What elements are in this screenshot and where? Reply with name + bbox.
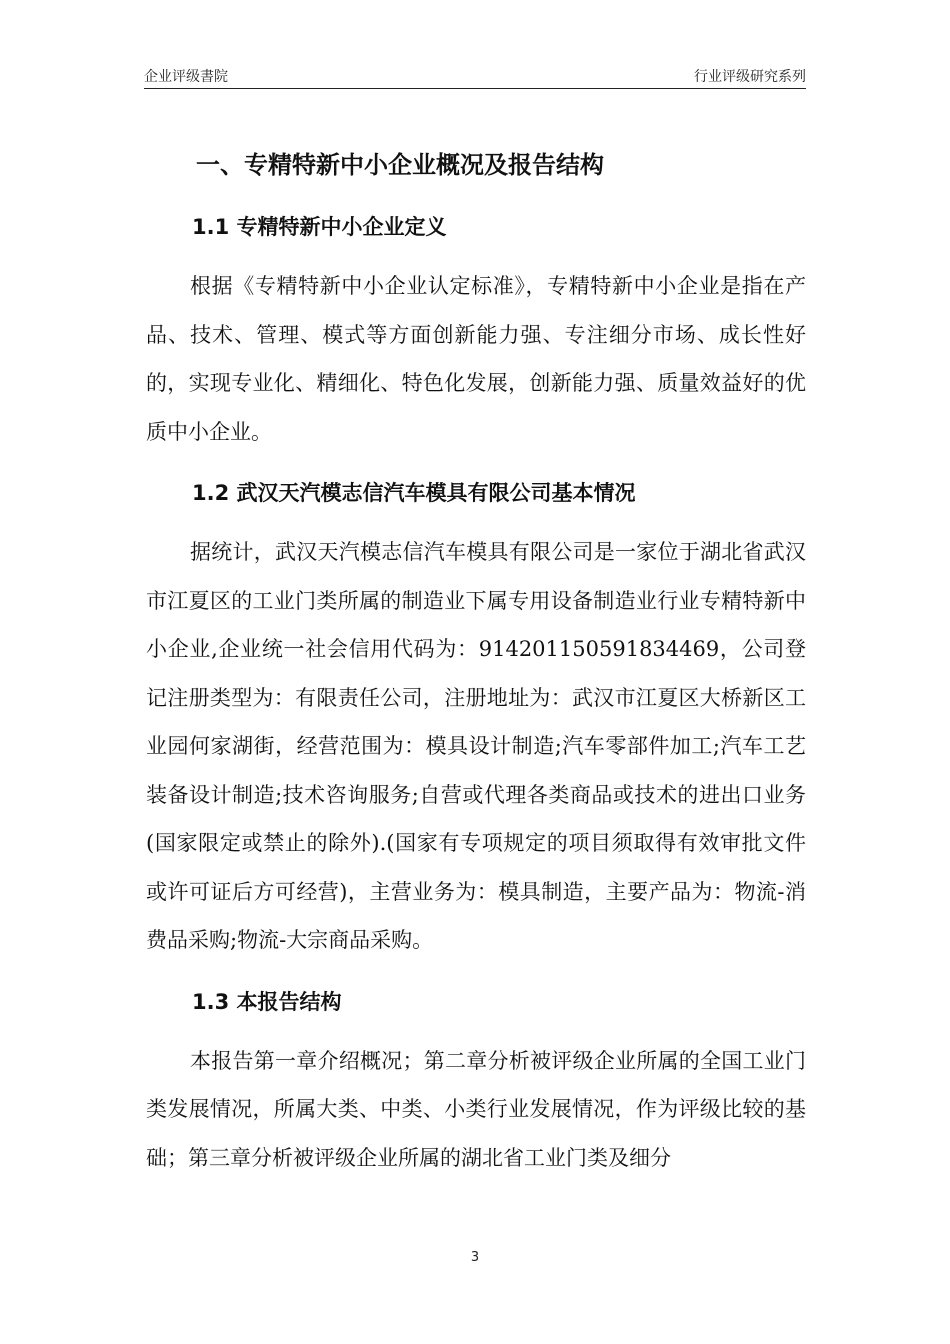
document-body <box>146 140 806 1182</box>
chapter-title: 一、专精特新中小企业概况及报告结构 <box>196 151 604 179</box>
header-right: 行业评级研究系列 <box>694 69 806 85</box>
section-heading-1-1: 1.1 专精特新中小企业定义 <box>192 215 447 239</box>
header-rule <box>144 88 806 89</box>
section-body-1-1: 根据《专精特新中小企业认定标准》，专精特新中小企业是指在产品、技术、管理、模式等方面创新能力强、专注细分市场、成长性好的，实现专业化、精细化、特色化发展，创新能力强、质量效益好的优质中小企业。 <box>146 274 806 444</box>
section-body-1-3: 本报告第一章介绍概况；第二章分析被评级企业所属的全国工业门类发展情况，所属大类、中类、小类行业发展情况，作为评级比较的基础；第三章分析被评级企业所属的湖北省工业门类及细分 <box>146 1048 806 1170</box>
section-heading-1-2: 1.2 武汉天汽模志信汽车模具有限公司基本情况 <box>192 481 636 505</box>
section-heading-1-3: 1.3 本报告结构 <box>192 989 342 1014</box>
page-number: 3 <box>470 1250 480 1265</box>
header-left: 企业评级書院 <box>144 69 228 85</box>
section-body-1-2: 据统计，武汉天汽模志信汽车模具有限公司是一家位于湖北省武汉市江夏区的工业门类所属的制造业下属专用设备制造业行业专精特新中小企业,企业统一社会信用代码为：914201150591834469，公司登记注册类型为：有限责任公司，注册地址为：武汉市江夏区大桥新区工业园何家湖街，经营范围为：模具设计制造;汽车零部件加工;汽车工艺装备设计制造;技术咨询服务;自营或代理各类商品或技术的进出口业务(国家限定或禁止的除外).(国家有专项规定的项目须取得有效审批文件或许可证后方可经营)，主营业务为：模具制造，主要产品为：物流-消费品采购;物流-大宗商品采购。 <box>146 540 806 952</box>
